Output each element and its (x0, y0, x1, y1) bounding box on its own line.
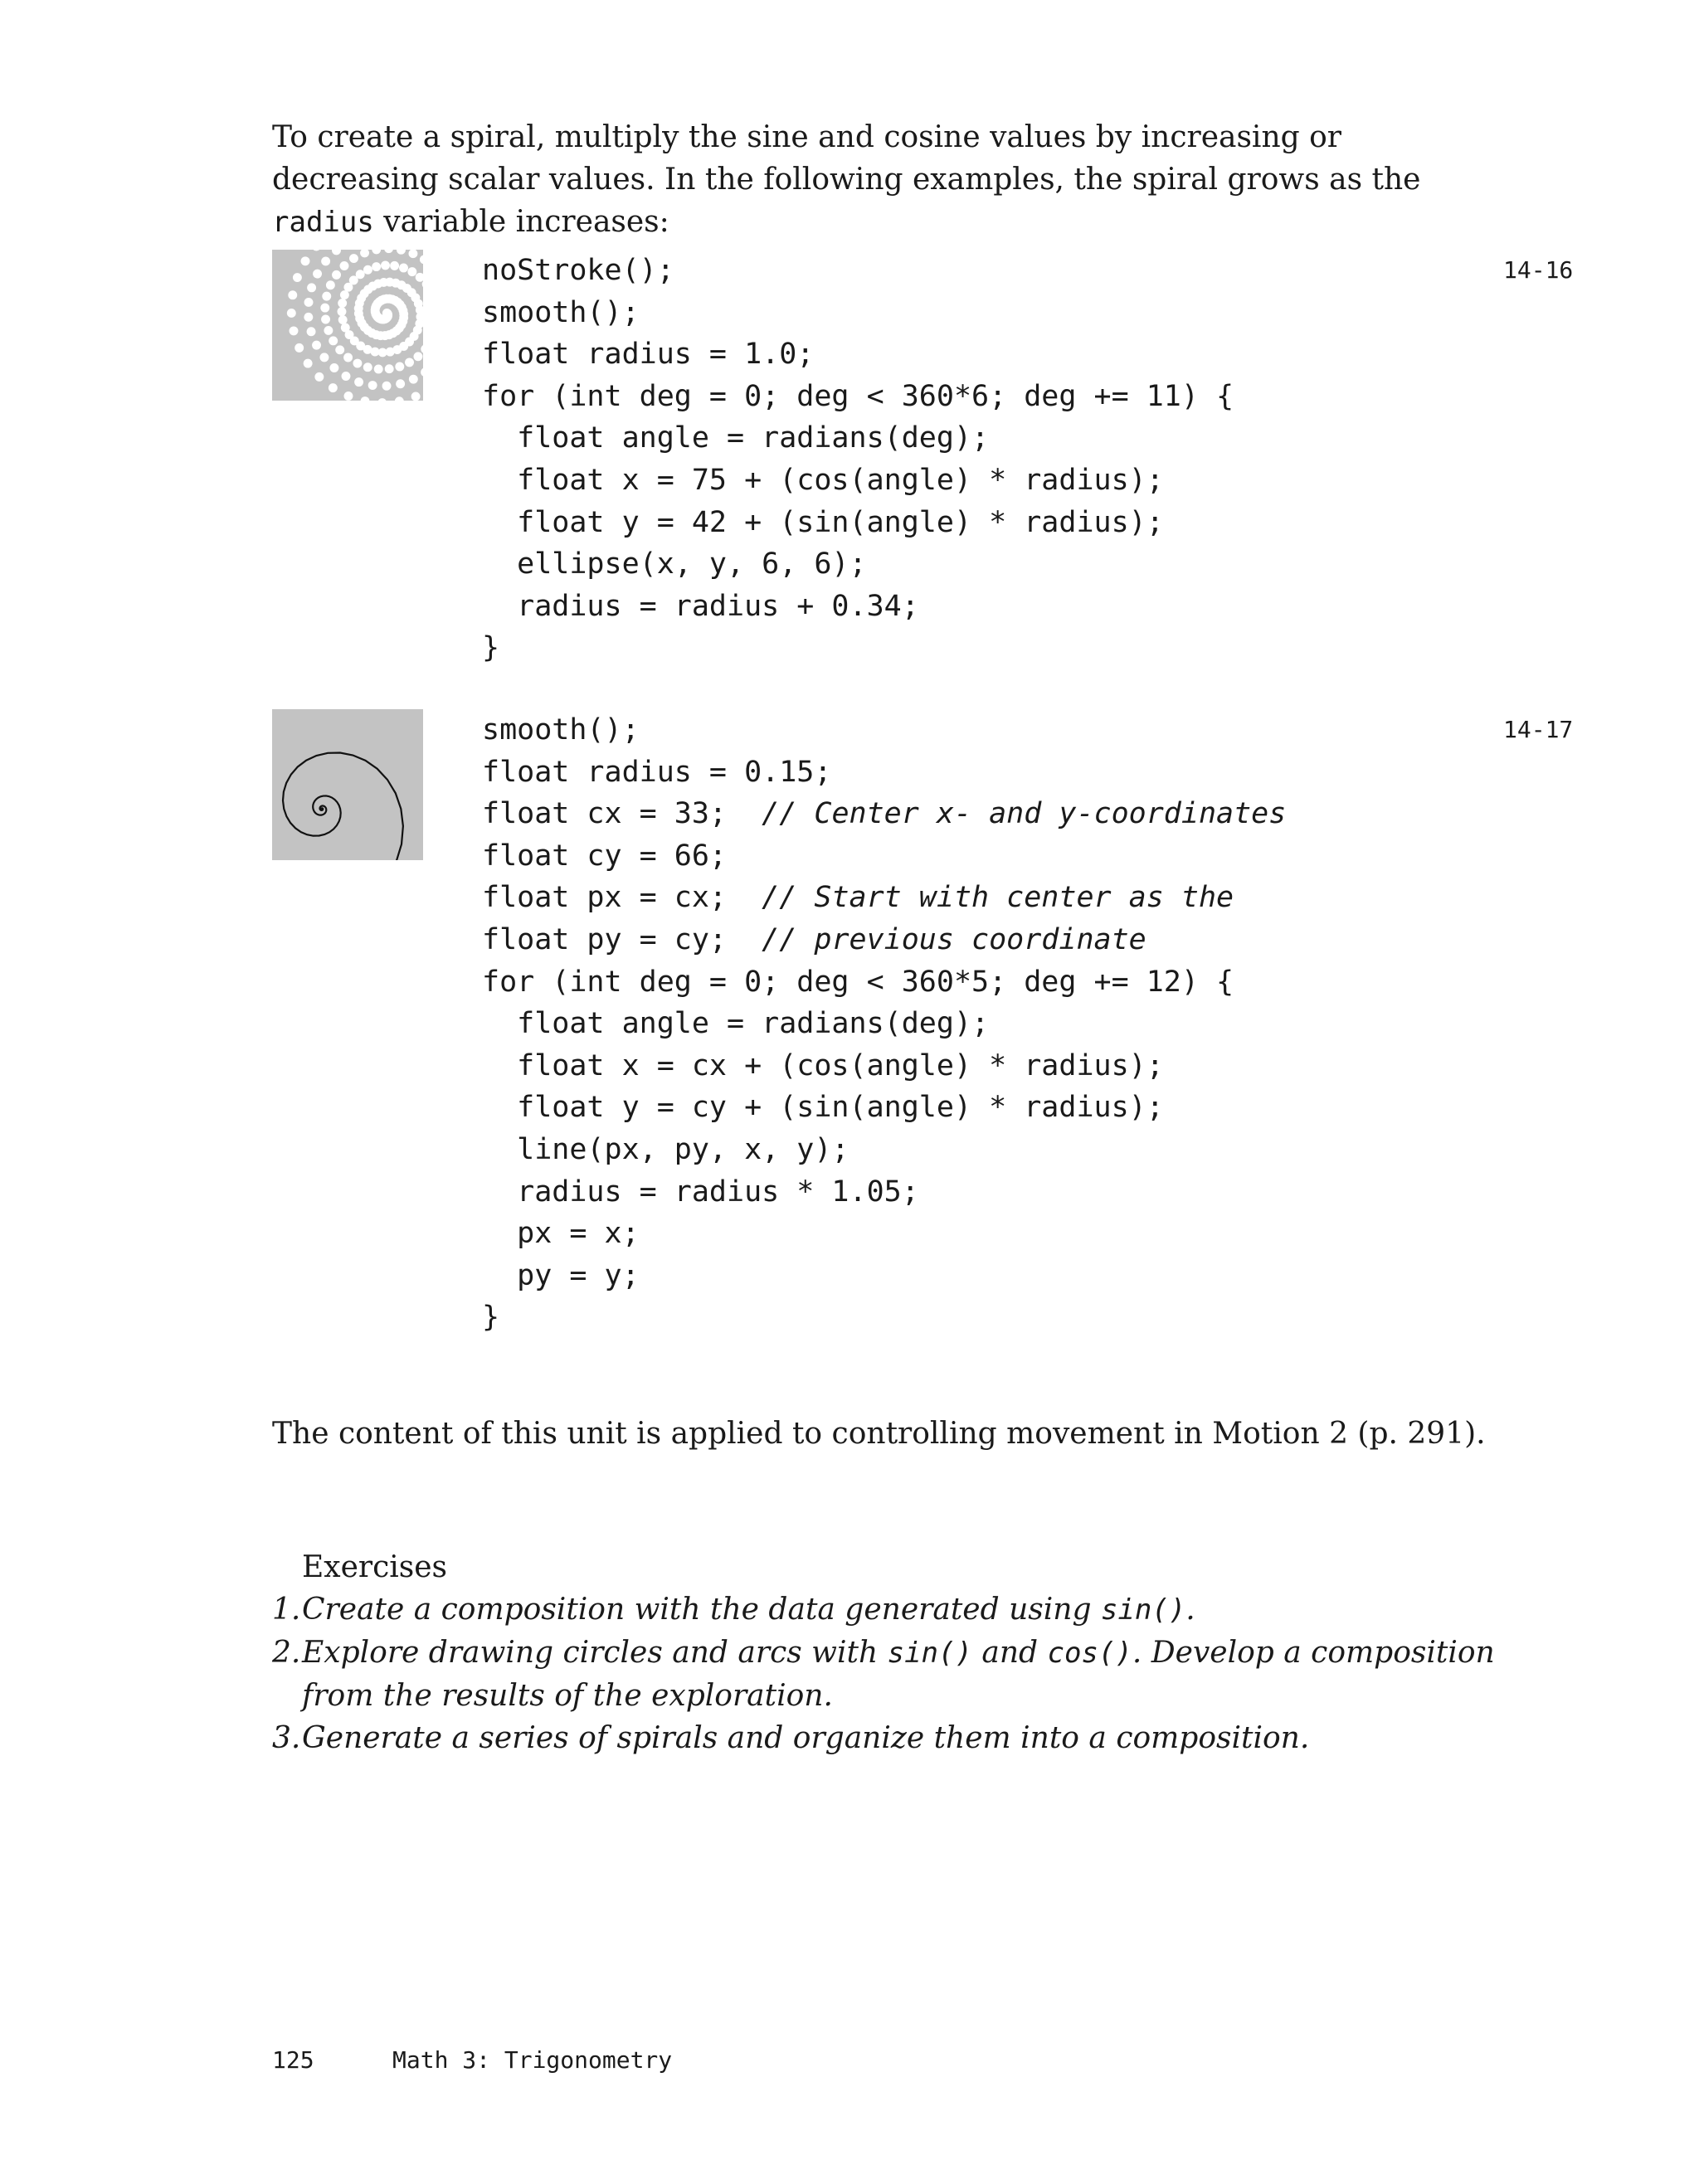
code-line (482, 1129, 1286, 1171)
code-line (482, 1087, 1286, 1129)
spiral-dot (381, 260, 390, 270)
exercise-item (272, 1588, 1516, 1632)
exercise-text: Explore drawing circles and arcs with sin() and cos(). Develop a composition from the results of the exploration. (302, 1636, 1495, 1713)
exercise-number: 3. (272, 1721, 301, 1755)
spiral-dot (307, 283, 316, 292)
code-block-14-17 (482, 709, 1286, 1339)
page-footer (272, 2044, 673, 2077)
spiral-dot (385, 364, 394, 373)
exercises-section (272, 1546, 1516, 1759)
code-text: float py = cy; (482, 922, 762, 956)
spiral-dot (320, 304, 329, 313)
spiral-dot (338, 307, 347, 316)
code-line (482, 333, 1234, 376)
spiral-dot (421, 344, 423, 353)
spiral-dot (295, 343, 304, 353)
spiral-dot (409, 375, 418, 384)
code-text: float y = cy + (sin(angle) * radius); (482, 1091, 1164, 1125)
spiral-dot (322, 292, 331, 301)
spiral-dot (321, 256, 330, 265)
spiral-dot (343, 353, 353, 362)
code-text: smooth(); (482, 295, 640, 329)
code-text: float x = cx + (cos(angle) * radius); (482, 1048, 1164, 1082)
code-text: float cx = 33; (482, 797, 762, 831)
spiral-dot (301, 256, 310, 265)
chapter-title: Math 3: Trigonometry (392, 2046, 673, 2074)
code-text: line(px, py, x, y); (482, 1132, 850, 1166)
spiral-dot (342, 372, 351, 381)
code-line (482, 1296, 1286, 1339)
code-line (482, 376, 1234, 418)
spiral-dot (349, 254, 358, 263)
code-text: radius = radius * 1.05; (482, 1175, 919, 1209)
code-text: for (int deg = 0; deg < 360*5; deg += 12) { (482, 965, 1234, 999)
code-line (482, 1213, 1286, 1255)
spiral-dot (314, 372, 324, 382)
spiral-dot (324, 326, 333, 335)
code-text: float radius = 0.15; (482, 755, 832, 789)
exercise-number: 1. (272, 1593, 301, 1627)
code-line (482, 793, 1286, 835)
exercise-text: Create a composition with the data generated using sin(). (302, 1593, 1195, 1627)
spiral-dot (321, 315, 330, 324)
spiral-dot (395, 396, 404, 401)
spiral-dot (329, 383, 338, 392)
spiral-dot (411, 392, 421, 401)
spiral-dot (326, 280, 335, 289)
spiral-dot (413, 352, 422, 361)
spiral-dot (338, 315, 348, 324)
code-text: float angle = radians(deg); (482, 1007, 990, 1041)
spiral-dot (374, 365, 383, 374)
spiral-dot (312, 250, 321, 251)
spiral-dot (363, 362, 372, 372)
spiral-dot (368, 381, 377, 390)
code-text: radius = radius + 0.34; (482, 589, 919, 623)
code-line (482, 1255, 1286, 1297)
code-text: noStroke(); (482, 254, 674, 287)
spiral-dot (304, 298, 314, 307)
code-line (482, 417, 1234, 460)
intro-code-radius: radius (272, 206, 374, 239)
dotted-spiral-svg (272, 250, 423, 401)
unit-note: The content of this unit is applied to controlling movement in Motion 2 (p. 291). (272, 1417, 1486, 1451)
code-comment: // Center x- and y-coordinates (762, 797, 1287, 831)
code-text: float angle = radians(deg); (482, 421, 990, 455)
exercise-number: 2. (272, 1636, 301, 1670)
spiral-dot (313, 270, 322, 279)
spiral-dot (390, 261, 399, 270)
spiral-dot (329, 363, 338, 372)
spiral-dot (304, 359, 313, 368)
spiral-dot (360, 250, 369, 257)
exercise-item (272, 1632, 1516, 1717)
spiral-dot (288, 290, 297, 299)
code-line (482, 1003, 1286, 1045)
code-line (482, 502, 1234, 544)
spiral-dot (405, 358, 414, 367)
code-block-14-16 (482, 250, 1234, 669)
example-number: 14-16 (1503, 256, 1574, 284)
spiral-dot (399, 264, 408, 273)
code-line (482, 1045, 1286, 1087)
spiral-dot (395, 362, 404, 371)
line-spiral-svg (272, 709, 423, 860)
page-number: 125 (272, 2046, 314, 2074)
intro-text-2: variable increases: (373, 205, 669, 239)
code-line (482, 835, 1286, 878)
code-text: smooth(); (482, 713, 640, 747)
spiral-line (272, 709, 423, 860)
code-line (482, 919, 1286, 961)
spiral-dot (396, 379, 405, 388)
code-text: py = y; (482, 1258, 640, 1292)
example-number: 14-17 (1503, 716, 1574, 743)
spiral-dot (356, 270, 365, 279)
spiral-dot (382, 382, 392, 391)
spiral-dot (335, 345, 344, 354)
spiral-dot (319, 353, 329, 362)
spiral-dot (332, 270, 341, 280)
spiral-dot (361, 396, 370, 401)
spiral-dot (353, 359, 362, 368)
code-line (482, 250, 1234, 292)
code-text: float x = 75 + (cos(angle) * radius); (482, 463, 1164, 497)
code-line (482, 961, 1286, 1004)
spiral-dot (338, 299, 347, 308)
spiral-dot (344, 392, 353, 401)
code-text: float radius = 1.0; (482, 338, 815, 372)
spiral-dot (332, 250, 341, 255)
exercises-title: Exercises (302, 1550, 448, 1584)
spiral-dot (420, 255, 423, 264)
code-line (482, 292, 1234, 334)
code-line (482, 627, 1234, 669)
spiral-dot (287, 309, 296, 318)
code-line (482, 709, 1286, 752)
intro-paragraph (272, 116, 1516, 244)
spiral-dot (304, 313, 313, 322)
spiral-dot (384, 250, 393, 253)
spiral-dot (340, 261, 349, 270)
code-line (482, 1171, 1286, 1214)
code-line (482, 543, 1234, 586)
spiral-dot (377, 398, 387, 401)
spiral-dot (372, 262, 381, 271)
code-text: ellipse(x, y, 6, 6); (482, 547, 867, 581)
spiral-dot (407, 267, 416, 276)
spiral-dot (341, 323, 350, 333)
code-text: } (482, 631, 500, 665)
code-line (482, 586, 1234, 628)
spiral-dot (312, 341, 321, 350)
spiral-dot (363, 265, 372, 275)
code-text: float y = 42 + (sin(angle) * radius); (482, 505, 1164, 539)
spiral-dot (290, 326, 299, 335)
spiral-dot (372, 250, 381, 254)
line-spiral-image (272, 709, 423, 860)
code-text: } (482, 1301, 500, 1335)
spiral-dot (329, 336, 338, 345)
spiral-dot (421, 367, 423, 377)
code-text: float px = cx; (482, 881, 762, 915)
spiral-dot (408, 250, 417, 258)
spiral-dot (340, 290, 349, 299)
exercise-text: Generate a series of spirals and organize them into a composition. (302, 1721, 1310, 1755)
spiral-dot (397, 250, 406, 255)
code-text: px = x; (482, 1217, 640, 1251)
code-text: float cy = 66; (482, 839, 728, 873)
spiral-dot (307, 327, 316, 336)
dotted-spiral-image (272, 250, 423, 401)
spiral-dot (416, 273, 423, 282)
code-line (482, 877, 1286, 919)
code-line (482, 460, 1234, 502)
exercise-item (272, 1717, 1516, 1759)
code-comment: // previous coordinate (762, 922, 1146, 956)
code-line (482, 752, 1286, 794)
intro-text-1: To create a spiral, multiply the sine and cosine values by increasing or decreasing scalar values. In the following examples, the spiral grows as the (272, 120, 1421, 197)
spiral-dot (293, 273, 302, 282)
code-comment: // Start with center as the (762, 881, 1234, 915)
spiral-dot (354, 377, 363, 387)
code-text: for (int deg = 0; deg < 360*6; deg += 11) { (482, 379, 1234, 413)
